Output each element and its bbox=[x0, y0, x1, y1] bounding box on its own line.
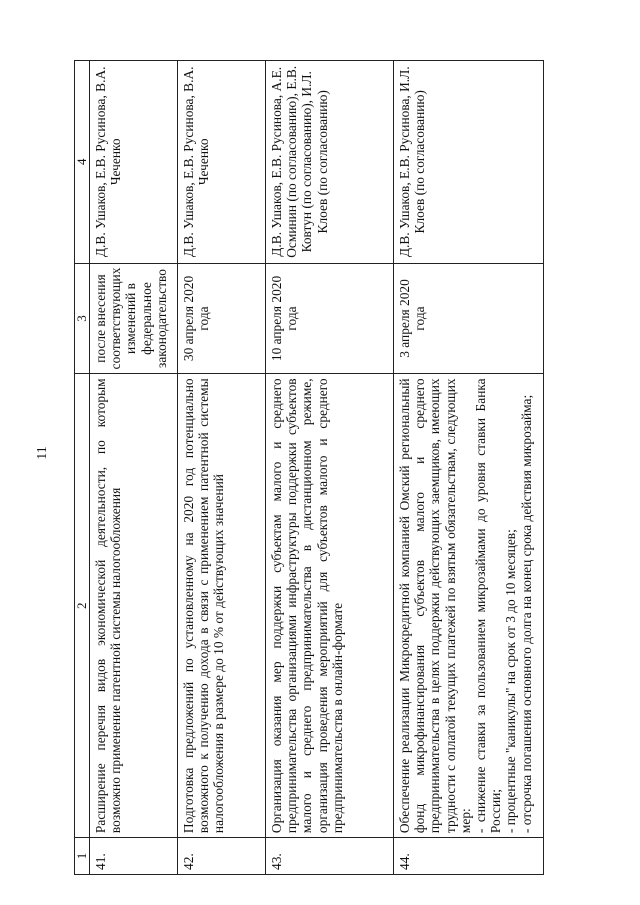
table-row bbox=[266, 61, 394, 875]
row-responsible: Д.В. Ушаков, Е.В. Русинова, В.А. Чеченко bbox=[178, 61, 266, 264]
row-description: Расширение перечня видов экономической деятельности, по которым возможно применение патентной системы налогообложения bbox=[90, 374, 178, 838]
description-list-item: - процентные "каникулы" на срок от 3 до 10 месяцев; bbox=[503, 529, 519, 834]
rotated-table-container bbox=[74, 60, 544, 875]
measures-table bbox=[74, 60, 544, 875]
row-responsible: Д.В. Ушаков, Е.В. Русинова, В.А. Чеченко bbox=[90, 61, 178, 264]
header-col-1: 1 bbox=[75, 838, 90, 875]
table-row bbox=[178, 61, 266, 875]
row-deadline: 3 апреля 2020 года bbox=[394, 263, 544, 374]
header-col-2: 2 bbox=[75, 374, 90, 838]
page-number: 11 bbox=[35, 446, 50, 460]
header-col-4: 4 bbox=[75, 61, 90, 264]
table-row bbox=[90, 61, 178, 875]
row-deadline: 30 апреля 2020 года bbox=[178, 263, 266, 374]
row-description: Подготовка предложений по установленному на 2020 год потенциально возможного к получению дохода в связи с применением патентной системы налогообложения в размере до 10 % от действующих значений bbox=[178, 374, 266, 838]
row-number: 41. bbox=[90, 838, 178, 875]
table-header-row bbox=[75, 61, 90, 875]
description-list-item: - отсрочка погашения основного долга на конец срока действия микрозайма; bbox=[518, 394, 534, 834]
row-number: 44. bbox=[394, 838, 544, 875]
table-row bbox=[394, 61, 544, 875]
row-description: Организация оказания мер поддержки субъектам малого и среднего предпринимательства организациями инфраструктуры поддержки субъектов малого и среднего предпринимательства в дистанционном режиме, организация проведения мероприятий для субъектов малого и среднего предпринимательства в онлайн-формате bbox=[266, 374, 394, 838]
header-col-3: 3 bbox=[75, 263, 90, 374]
row-number: 42. bbox=[178, 838, 266, 875]
row-description bbox=[394, 374, 544, 838]
description-paragraph: Обеспечение реализации Микрокредитной компанией Омский региональный фонд микрофинансирования субъектов малого и среднего предпринимательства в целях поддержки действующих заемщиков, имеющих трудности с оплатой текущих платежей по взятым обязательствам, следующих мер: bbox=[397, 378, 473, 834]
row-deadline: 10 апреля 2020 года bbox=[266, 263, 394, 374]
row-number: 43. bbox=[266, 838, 394, 875]
row-responsible: Д.В. Ушаков, Е.В. Русинова, А.Е. Осминин (по согласованию), Е.В. Ковтун (по согласованию), И.Л. Клоев (по согласованию) bbox=[266, 61, 394, 264]
description-list-item: - снижение ставки за пользованием микрозаймами до уровня ставки Банка России; bbox=[473, 378, 504, 834]
row-responsible: Д.В. Ушаков, Е.В. Русинова, И.Л. Клоев (по согласованию) bbox=[394, 61, 544, 264]
row-deadline: после внесения соответствующих изменений в федеральное законодательство bbox=[90, 263, 178, 374]
